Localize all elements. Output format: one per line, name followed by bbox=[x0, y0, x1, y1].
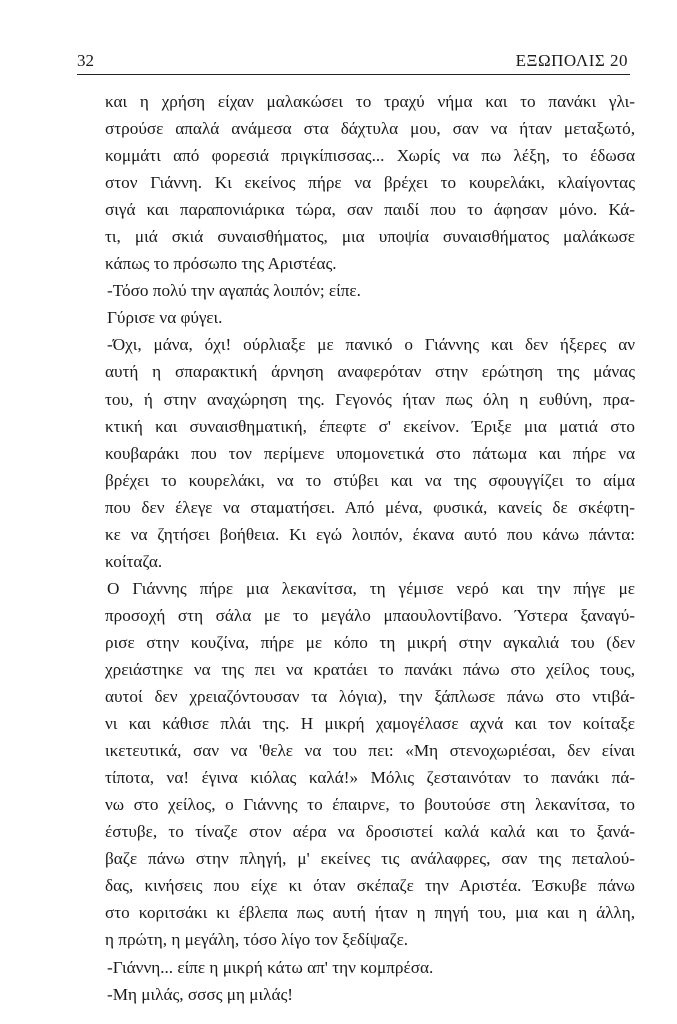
text-line: του, ή στην αναχώρηση της. Γεγονός ήταν πως όλη η ευθύνη, πρα- bbox=[105, 389, 635, 409]
body-text bbox=[105, 88, 635, 1008]
page-header bbox=[77, 50, 628, 72]
text-line: Γύρισε να φύγει. bbox=[107, 308, 223, 328]
header-rule bbox=[77, 74, 630, 75]
text-line: τίποτα, να! έγινα κιόλας καλά!» Μόλις ζεσταινόταν το πανάκι πά- bbox=[105, 768, 635, 788]
text-line: κομμάτι από φορεσιά πριγκίπισσας... Χωρίς να πω λέξη, το έδωσα bbox=[105, 146, 635, 166]
text-line: αυτοί δεν χρειαζόντουσαν τα λόγια), την ξάπλωσε πάνω στο ντιβά- bbox=[105, 687, 635, 707]
text-line: χρειάστηκε να της πει να κρατάει το πανάκι πάνω στο χείλος τους, bbox=[105, 659, 635, 679]
page-number: 32 bbox=[77, 51, 94, 70]
text-line: στρούσε απαλά ανάμεσα στα δάχτυλα μου, σαν να ήταν μεταξωτό, bbox=[105, 119, 635, 139]
text-line: -Μη μιλάς, σσσς μη μιλάς! bbox=[107, 984, 293, 1004]
text-line: κάπως το πρόσωπο της Αριστέας. bbox=[105, 254, 337, 274]
text-line: ρισε στην κουζίνα, πήρε με κόπο τη μικρή στην αγκαλιά του (δεν bbox=[105, 632, 635, 652]
text-line: δας, κινήσεις που είχε κι όταν σκέπαζε την Αριστέα. Έσκυβε πάνω bbox=[105, 876, 635, 896]
text-line: -Όχι, μάνα, όχι! ούρλιαξε με πανικό ο Γιάννης και δεν ήξερες αν bbox=[107, 335, 635, 355]
text-line: στο κοριτσάκι κι έβλεπα πως αυτή ήταν η πηγή του, μια και η άλλη, bbox=[105, 903, 635, 923]
text-line: και η χρήση είχαν μαλακώσει το τραχύ νήμα και το πανάκι γλι- bbox=[105, 92, 635, 111]
running-head: ΕΞΩΠΟΛΙΣ 20 bbox=[515, 51, 628, 70]
text-line: νω στο χείλος, ο Γιάννης το έπαιρνε, το βουτούσε στη λεκανίτσα, το bbox=[105, 795, 635, 815]
text-line: νι και κάθισε πλάι της. Η μικρή χαμογέλασε αχνά και τον κοίταξε bbox=[105, 714, 635, 734]
text-line: προσοχή στη σάλα με το μεγάλο μπαουλοντίβανο. Ύστερα ξαναγύ- bbox=[105, 605, 635, 625]
text-line: αυτή η σπαρακτική άρνηση αναφερόταν στην ερώτηση της μάνας bbox=[105, 362, 635, 382]
text-line: -Γιάννη... είπε η μικρή κάτω απ' την κομπρέσα. bbox=[107, 957, 434, 977]
text-line: κουβαράκι που τον περίμενε υπομονετικά στο πάτωμα και πήρε να bbox=[105, 443, 635, 463]
text-line: που δεν έλεγε να σταματήσει. Από μένα, φυσικά, κανείς δε σκέφτη- bbox=[105, 497, 635, 517]
text-line: κτική και συναισθηματική, έπεφτε σ' εκείνον. Έριξε μια ματιά στο bbox=[105, 416, 635, 436]
text-line: βρέχει το κουρελάκι, να το στύβει και να της σφουγγίζει το αίμα bbox=[105, 470, 635, 490]
text-line: βαζε πάνω στην πληγή, μ' εκείνες τις ανάλαφρες, σαν της πεταλού- bbox=[105, 849, 635, 869]
text-line: ικετευτικά, σαν να 'θελε να του πει: «Μη στενοχωριέσαι, δεν είναι bbox=[105, 741, 635, 761]
text-line: η πρώτη, η μεγάλη, τόσο λίγο τον ξεδίψαζε. bbox=[105, 930, 409, 950]
text-line: σιγά και παραπονιάρικα τώρα, σαν παιδί που το άφησαν μόνο. Κά- bbox=[105, 200, 635, 220]
text-line: -Τόσο πολύ την αγαπάς λοιπόν; είπε. bbox=[107, 281, 361, 301]
text-line: Ο Γιάννης πήρε μια λεκανίτσα, τη γέμισε νερό και την πήγε με bbox=[107, 578, 635, 598]
text-line: κοίταζα. bbox=[105, 551, 163, 571]
text-line: έστυβε, το τίναζε στον αέρα να δροσιστεί καλά καλά και το ξανά- bbox=[105, 822, 635, 842]
text-line: στον Γιάννη. Κι εκείνος πήρε να βρέχει το κουρελάκι, κλαίγοντας bbox=[105, 173, 635, 193]
text-line: κε να ζητήσει βοήθεια. Κι εγώ λοιπόν, έκανα αυτό που κάνω πάντα: bbox=[105, 524, 635, 544]
text-line: τι, μιά σκιά συναισθήματος, μια υποψία συναισθήματος μαλάκωσε bbox=[105, 227, 635, 247]
